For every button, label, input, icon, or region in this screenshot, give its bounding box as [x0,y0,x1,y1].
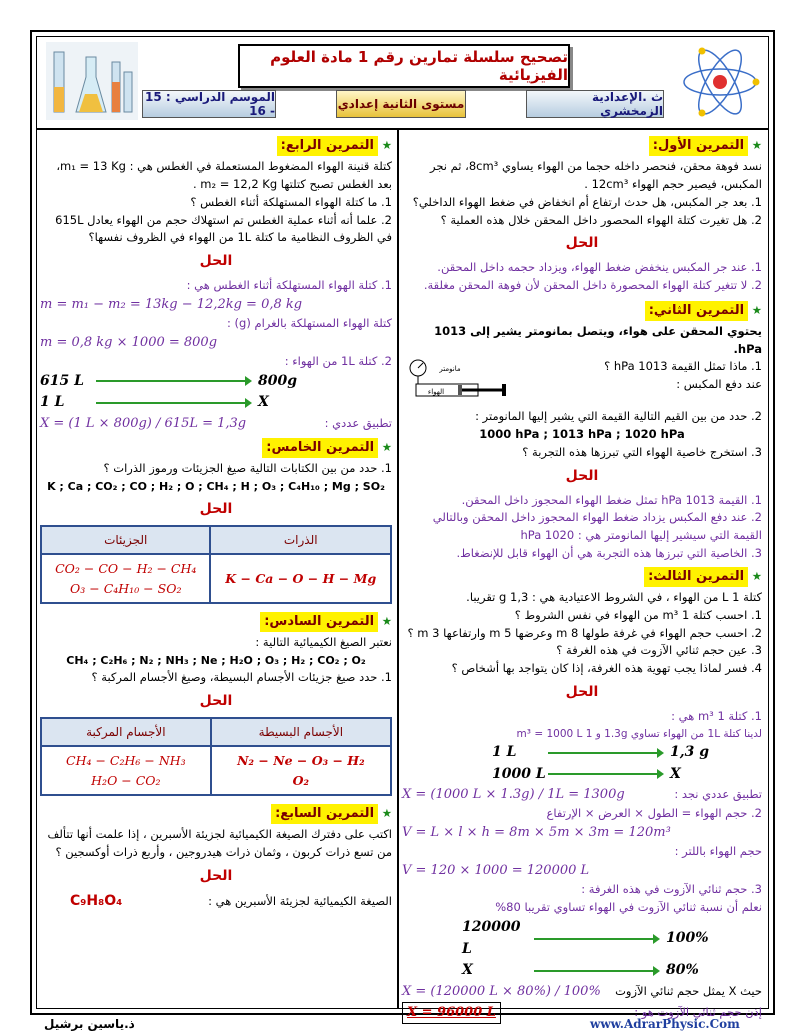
star-icon: ★ [751,138,762,152]
exercise-text: كتلة 1 L من الهواء ، في الشروط الاعتيادية هي : 1,3 g تقريبا. [466,589,762,604]
atom-icon [678,40,762,124]
formula-list: K ; Ca ; CO₂ ; CO ; H₂ ; O ; CH₄ ; H ; O₃ ; C₄H₁₀ ; Mg ; SO₂ [47,480,385,494]
star-icon: ★ [751,302,762,317]
arrow-icon [96,402,246,404]
star-icon: ★ [381,440,392,455]
star-icon: ★ [381,806,392,820]
simple-compound-table [40,717,392,796]
solution-heading: الحل [199,867,233,884]
answer-2: 2. عند دفع المكبس يزداد ضغط الهواء المحجوز داخل المحقن وبالتالي القيمة التي سيشير إليها المانومتر هي : 1020 hPa [432,510,762,543]
exercise-6 [40,610,392,796]
question-2: 2. حدد من بين القيم التالية القيمة التي يشير إليها المانومتر : [475,409,762,424]
column-header-molecules: الجزيئات [41,526,210,555]
solution-heading: الحل [199,501,233,518]
proportion-row-3: 120000 L 100% [462,918,709,957]
exercise-2 [402,299,762,563]
question-2: 2. علما أنه أثناء عملية الغطس تم استهلاك حجم من الهواء يعادل 615L في الظروف النظامية ما كتلة 1L من الهواء في الظروف نفسها؟ [55,212,392,245]
answer-2-liters: V = 120 × 1000 = 120000 L [402,863,590,879]
exercise-text: يحتوي المحقن على هواء، ويتصل بمانومتر يشير إلى 1013 hPa. [434,323,762,356]
exercise-title: التمرين السابع: [271,804,378,824]
exercise-title: التمرين الثالث: [644,567,748,587]
answer-2-result: X = (1 L × 800g) / 615L = 1,3g [40,415,247,431]
exercise-title: التمرين الخامس: [262,438,378,458]
exercise-title: التمرين الثاني: [645,301,748,321]
column-header-compound: الأجسام المركبة [41,718,211,747]
exercise-text: نعتبر الصيغ الكيميائية التالية : [255,635,392,650]
atoms-cell: K − Ca − O − H − Mg [210,554,391,603]
proportion-row-2: 1000 L X [492,765,681,782]
answer-3-text: نعلم أن نسبة ثنائي الآزوت في الهواء تساوي تقريبا 80% [495,900,762,915]
exercise-title: التمرين السادس: [260,612,378,632]
solution-heading: الحل [565,467,599,484]
syringe-row [402,358,762,408]
molecules-cell: CO₂ − CO − H₂ − CH₄ O₃ − C₄H₁₀ − SO₂ [41,554,210,603]
answer-2: 2. لا تتغير كتلة الهواء المحصورة داخل المحقن لأن فوهة المحقن مغلقة. [423,277,762,292]
solution-heading: الحل [565,235,599,252]
answer-1: 1. القيمة 1013 hPa تمثل ضغط الهواء المحجوز داخل المحقن. [461,492,762,507]
page-title: تصحيح سلسلة تمارين رقم 1 مادة العلوم الفيزيائية [238,44,570,88]
question-1: 1. حدد من بين الكتابات التالية صيغ الجزيئات ورموز الذرات ؟ [103,461,392,476]
question-1: 1. احسب كتلة 1 m³ من الهواء في نفس الشروط ؟ [514,607,762,622]
answer-2-liters-label: حجم الهواء باللتر : [674,844,762,859]
answer-1-heading: 1. كتلة 1 m³ هي : [671,708,762,723]
question-1: 1. بعد جر المكبس، هل حدث ارتفاع أم انخفاض في ضغط الهواء الداخلي؟ [412,194,762,209]
answer-1-text: لدينا كتلة 1L من الهواء تساوي 1.3g و 1 m³ = 1000 L [516,727,762,740]
star-icon: ★ [381,614,392,629]
numeric-app-label: تطبيق عددي نجد : [674,787,762,802]
question-1b: عند دفع المكبس : [676,377,762,392]
exercise-text: كتلة قنينة الهواء المضغوط المستعملة في الغطس هي : m₁ = 13 Kg، بعد الغطس تصبح كتلتها m₂ = 12,2 Kg . [56,159,392,191]
atoms-molecules-table [40,525,392,604]
solution-heading: الحل [199,692,233,709]
diagram-air-label: الهواء [427,388,445,397]
school-name: ث .الإعدادية الزمخشري [526,90,664,118]
compound-cell: CH₄ − C₂H₆ − NH₃ H₂O − CO₂ [41,746,211,795]
aspirin-formula: C₉H₈O₄ [70,893,123,910]
question-1: 1. حدد صيغ جزيئات الأجسام البسيطة، وصيغ الأجسام المركبة ؟ [91,670,392,685]
diagram-manometer-label: مانومتر [439,365,461,374]
question-4: 4. فسر لماذا يجب تهوية هذه الغرفة، إذا كان يتواجد بها أشخاص ؟ [451,661,762,676]
syringe-manometer-diagram [402,358,522,406]
column-header-simple: الأجسام البسيطة [211,718,391,747]
author-name: ذ.ياسين برشيل [44,1017,135,1031]
answer-2-heading: 2. حجم الهواء = الطول × العرض × الإرتفاع [546,806,762,821]
arrow-icon [96,380,246,382]
question-1: 1. ماذا تمثل القيمة 1013 hPa ؟ [604,359,762,374]
answer-3-heading: 3. حجم ثنائي الآزوت في هذه الغرفة : [581,882,762,897]
answer-3-where: حيث X يمثل حجم ثنائي الآزوت [615,984,762,999]
question-1: 1. ما كتلة الهواء المستهلكة أثناء الغطس ؟ [190,194,392,209]
answer-3-final: X = 96000 L [402,1002,501,1024]
solution-heading: الحل [565,684,599,701]
exercise-text: نسد فوهة محقن، فنحصر داخله حجما من الهواء يساوي 8cm³، ثم نجر المكبس، فيصير حجم الهواء 12cm³ . [429,159,762,191]
answer-1-formula: m = m₁ − m₂ = 13kg − 12,2kg = 0,8 kg [40,296,303,312]
proportion-row-1: 1 L 1,3 g [492,743,710,760]
exercise-1 [402,134,762,295]
exercise-text: اكتب على دفترك الصيغة الكيميائية لجزيئة الأسبرين ، إذا علمت أنها تتألف من تسع ذرات كربون ، وثمان ذرات هيدروجين ، وأربع ذرات أوكسجين ؟ [47,827,392,859]
question-2: 2. احسب حجم الهواء في غرفة طولها 8 m وعرضها 5 m وارتفاعها 3 m ؟ [407,625,762,640]
exercise-title: التمرين الأول: [649,136,748,156]
lab-glassware-icon [46,42,138,120]
question-3: 3. عين حجم ثنائي الآزوت في هذه الغرفة ؟ [556,643,762,658]
header-divider [36,128,769,130]
column-header-atoms: الذرات [210,526,391,555]
left-column [40,134,392,913]
solution-heading: الحل [199,253,233,270]
question-3: 3. استخرج خاصية الهواء التي تبرزها هذه التجربة ؟ [522,445,762,460]
proportion-row-4: X 80% [462,962,699,979]
answer-2-formula: V = L × l × h = 8m × 5m × 3m = 120m³ [402,825,671,841]
answer-1-grams: m = 0,8 kg × 1000 = 800g [40,334,218,350]
pressure-values: 1000 hPa ; 1013 hPa ; 1020 hPa [479,427,685,442]
answer-1-result: X = (1000 L × 1.3g) / 1L = 1300g [402,787,625,803]
star-icon: ★ [381,138,392,152]
exercise-3 [402,565,762,1024]
season-label: الموسم الدراسي : 15 - 16 [142,90,276,118]
proportion-row-2: 1 L X [40,394,269,411]
arrow-icon [534,938,654,940]
website-link[interactable]: www.AdrarPhysic.Com [590,1017,740,1031]
right-column [402,134,762,1024]
simple-cell: N₂ − Ne − O₃ − H₂ O₂ [211,746,391,795]
exercise-title: التمرين الرابع: [277,136,378,156]
arrow-icon [548,752,658,754]
answer-label: الصيغة الكيميائية لجزيئة الأسبرين هي : [208,894,392,909]
answer-2-heading: 2. كتلة 1L من الهواء : [284,353,392,368]
answer-3-result: X = (120000 L × 80%) / 100% [402,983,601,999]
answer-3-final-label: إذن حجم ثنائي الآزوت هو : [634,1005,762,1020]
proportion-row-1: 615 L 800g [40,372,298,389]
numeric-app-label: تطبيق عددي : [324,416,392,431]
question-2: 2. هل تغيرت كتلة الهواء المحصور داخل المحقن خلال هذه العملية ؟ [440,212,762,227]
exercise-7 [40,802,392,913]
column-divider [397,130,399,1008]
star-icon: ★ [751,568,762,583]
answer-1-heading: 1. كتلة الهواء المستهلكة أثناء الغطس هي : [186,277,392,292]
answer-3: 3. الخاصية التي تبرزها هذه التجربة هي أن الهواء قابل للإنضغاط. [456,546,762,561]
arrow-icon [548,773,658,775]
arrow-icon [534,970,654,972]
answer-1-grams-label: كتلة الهواء المستهلكة بالغرام (g) : [226,315,392,330]
exercise-5 [40,436,392,604]
formula-list: CH₄ ; C₂H₆ ; N₂ ; NH₃ ; Ne ; H₂O ; O₃ ; H₂ ; CO₂ ; O₂ [66,654,366,668]
answer-1: 1. عند جر المكبس ينخفض ضغط الهواء، ويزداد حجمه داخل المحقن. [437,260,762,275]
level-label: مستوى الثانية إعدادي [336,90,466,118]
exercise-4 [40,134,392,434]
